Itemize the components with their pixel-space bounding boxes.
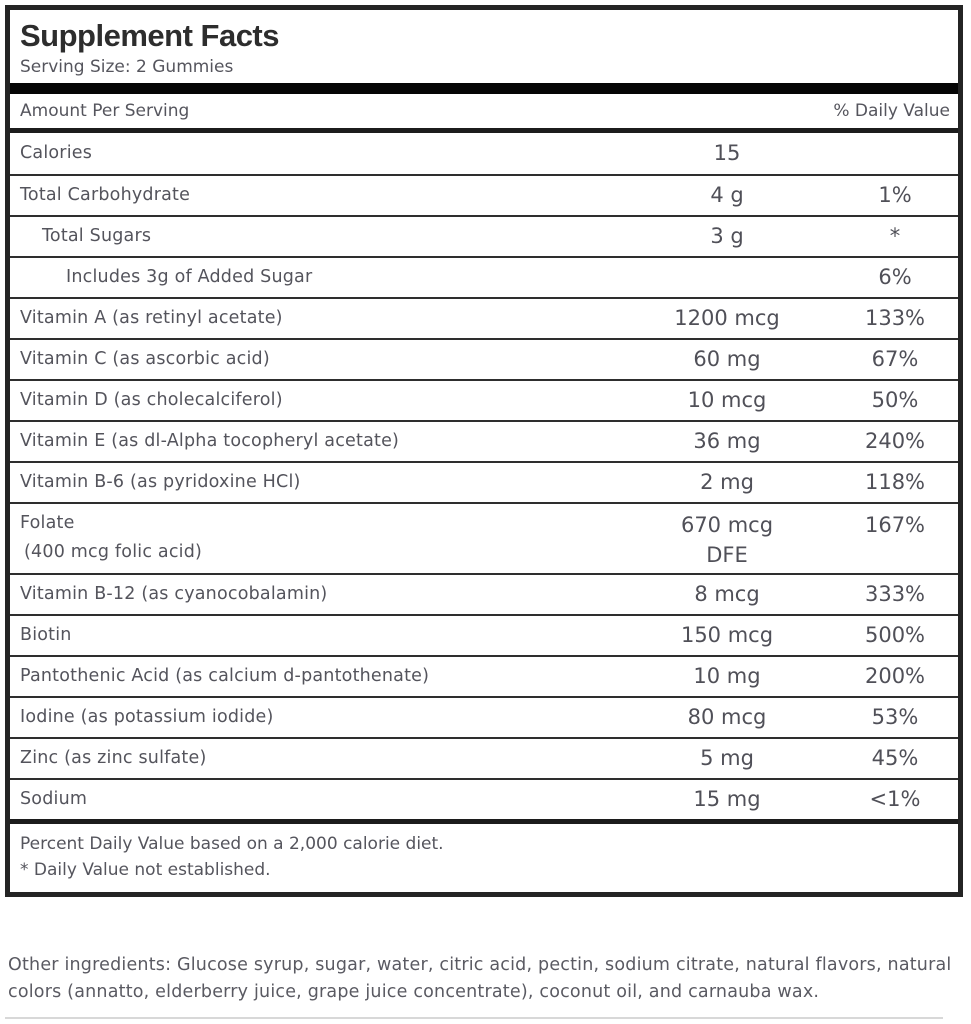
nutrient-row-vitamin-a — [10, 297, 958, 338]
nutrient-dv: 240% — [864, 429, 926, 454]
nutrient-row-sodium — [10, 778, 958, 819]
nutrient-dv: 53% — [871, 705, 919, 730]
columns-header — [10, 94, 958, 128]
nutrient-row-vitamin-b12 — [10, 573, 958, 614]
nutrient-amount: 80 mcg — [687, 705, 767, 730]
nutrient-amount: 10 mg — [693, 664, 761, 689]
nutrient-name: Biotin — [20, 625, 72, 646]
nutrient-amount: 10 mcg — [687, 388, 767, 413]
nutrient-row-total-carbohydrate — [10, 174, 958, 215]
nutrient-dv: * — [889, 223, 901, 248]
nutrient-name — [20, 513, 618, 562]
nutrient-row-biotin — [10, 614, 958, 655]
nutrient-name: Includes 3g of Added Sugar — [66, 267, 313, 288]
nutrient-amount: 60 mg — [693, 347, 761, 372]
nutrient-dv: 200% — [864, 664, 926, 689]
footnote-asterisk: * Daily Value not established. — [20, 859, 271, 880]
panel-title: Supplement Facts — [20, 18, 279, 53]
nutrient-amount: 1200 mcg — [674, 306, 780, 331]
nutrient-amount: 150 mcg — [680, 623, 774, 648]
nutrient-amount: 15 — [713, 141, 741, 166]
nutrient-dv: 333% — [864, 582, 926, 607]
nutrient-dv: 45% — [871, 746, 919, 771]
nutrient-name: Vitamin B-6 (as pyridoxine HCl) — [20, 472, 301, 493]
nutrient-row-vitamin-b6 — [10, 461, 958, 502]
nutrient-row-vitamin-e — [10, 420, 958, 461]
nutrient-dv: <1% — [869, 787, 921, 812]
nutrient-name: Vitamin E (as dl-Alpha tocopheryl acetate) — [20, 431, 400, 452]
nutrient-name: Total Carbohydrate — [20, 185, 191, 206]
folate-amount-line1: 670 mcg — [680, 512, 774, 537]
daily-value-header: % Daily Value — [833, 100, 950, 121]
nutrient-amount: 36 mg — [693, 429, 761, 454]
nutrient-row-zinc — [10, 737, 958, 778]
nutrient-row-calories — [10, 133, 958, 174]
nutrient-amount: 8 mcg — [694, 582, 760, 607]
nutrient-row-iodine — [10, 696, 958, 737]
nutrient-name: Zinc (as zinc sulfate) — [20, 748, 207, 769]
folate-name-line2: (400 mcg folic acid) — [24, 541, 203, 562]
nutrient-name: Calories — [20, 143, 93, 164]
nutrient-name: Pantothenic Acid (as calcium d-pantothenate) — [20, 666, 430, 687]
nutrient-row-folate — [10, 502, 958, 573]
folate-amount-line2: DFE — [706, 542, 748, 567]
nutrient-name: Vitamin B-12 (as cyanocobalamin) — [20, 584, 328, 605]
nutrient-amount: 4 g — [710, 183, 744, 208]
nutrient-amount: 5 mg — [700, 746, 754, 771]
footnotes — [10, 819, 958, 893]
nutrient-dv: 6% — [878, 265, 912, 290]
serving-size: Serving Size: 2 Gummies — [20, 56, 234, 77]
nutrient-amount: 3 g — [710, 224, 744, 249]
nutrient-name: Iodine (as potassium iodide) — [20, 707, 274, 728]
nutrient-dv: 133% — [864, 306, 926, 331]
nutrient-row-added-sugar — [10, 256, 958, 297]
bottom-divider — [5, 1017, 943, 1019]
nutrient-name: Vitamin C (as ascorbic acid) — [20, 349, 270, 370]
footnote-daily-value: Percent Daily Value based on a 2,000 calorie diet. — [20, 833, 444, 854]
nutrient-name: Vitamin D (as cholecalciferol) — [20, 390, 283, 411]
nutrient-dv: 67% — [871, 347, 919, 372]
nutrient-row-vitamin-d — [10, 379, 958, 420]
folate-name-line1: Folate — [20, 512, 75, 533]
thick-divider — [10, 83, 958, 94]
nutrient-row-pantothenic-acid — [10, 655, 958, 696]
nutrient-row-vitamin-c — [10, 338, 958, 379]
nutrient-name: Sodium — [20, 789, 88, 810]
nutrient-amount: 15 mg — [693, 787, 761, 812]
nutrient-dv: 1% — [878, 183, 912, 208]
nutrient-dv: 50% — [871, 388, 919, 413]
nutrient-amount — [618, 513, 836, 567]
nutrient-amount: 2 mg — [700, 470, 754, 495]
supplement-facts-panel — [5, 5, 963, 897]
nutrient-name: Total Sugars — [42, 226, 152, 247]
other-ingredients: Other ingredients: Glucose syrup, sugar, water, citric acid, pectin, sodium citrate, natural flavors, natural colors (annatto, elderberry juice, grape juice concentrate), coconut oil, and carnauba wax. — [8, 955, 952, 1002]
nutrient-dv: 167% — [864, 512, 926, 537]
panel-header — [10, 10, 958, 83]
nutrient-row-total-sugars — [10, 215, 958, 256]
nutrient-dv: 118% — [864, 470, 926, 495]
amount-per-serving-header: Amount Per Serving — [20, 100, 190, 121]
nutrient-dv: 500% — [864, 623, 926, 648]
nutrient-name: Vitamin A (as retinyl acetate) — [20, 308, 283, 329]
